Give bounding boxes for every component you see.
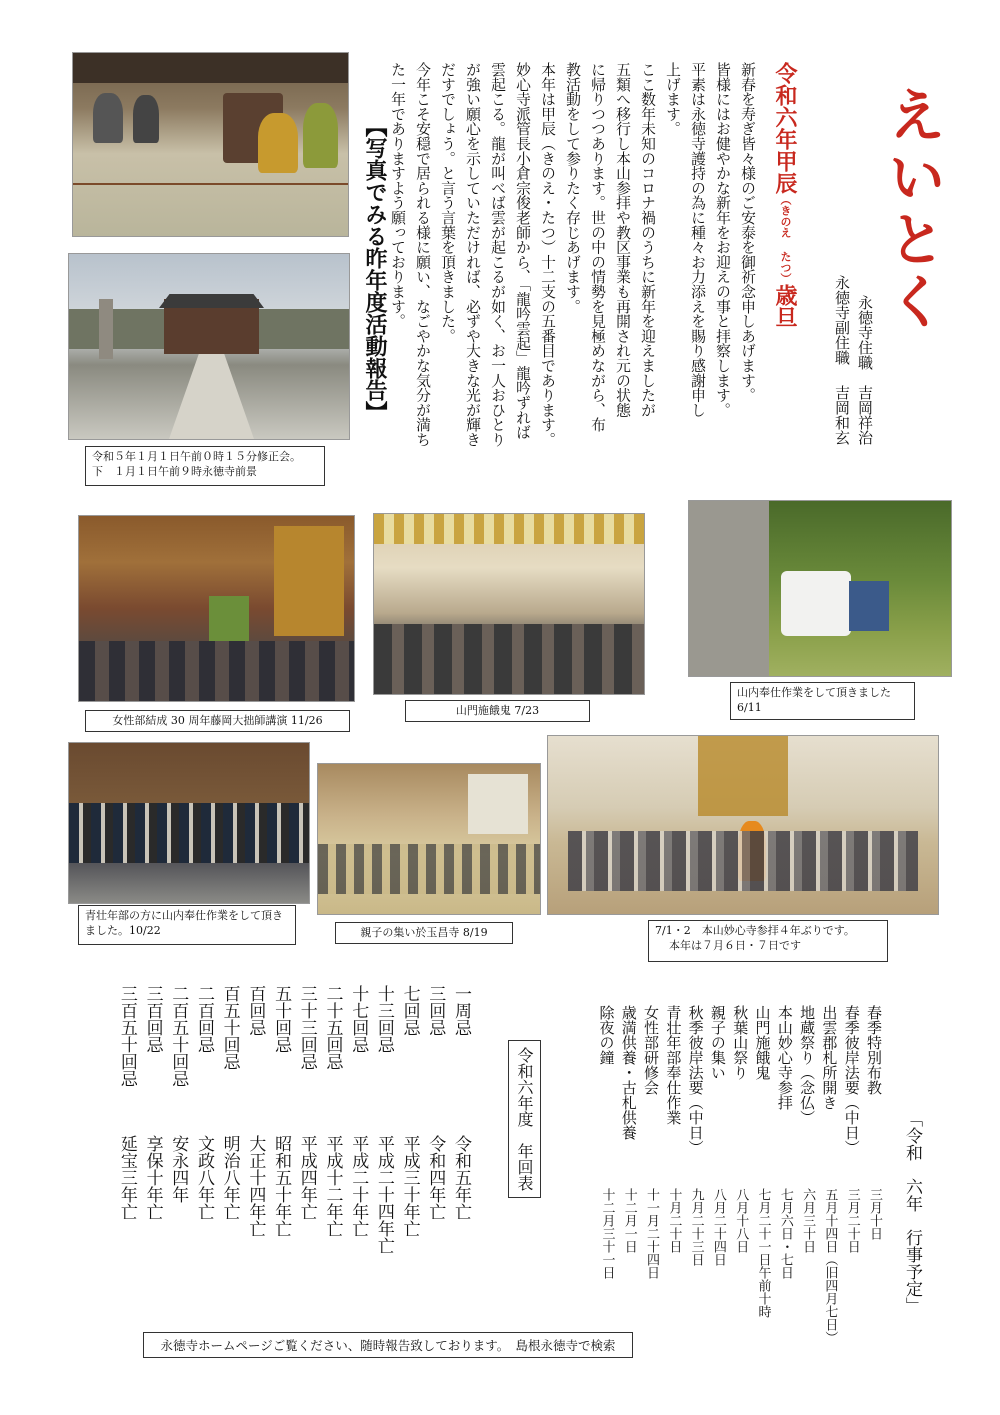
author-name-2: 吉岡和玄: [833, 385, 851, 445]
memorial-year-item: 令和四年亡: [425, 1135, 446, 1220]
heading-main-1: 令和六年甲辰: [772, 62, 798, 194]
new-year-heading: [770, 62, 801, 328]
schedule-event: 歳満供養・古札供養: [619, 1005, 638, 1140]
temple-front-photo: [68, 253, 350, 440]
heading-ruby: （きのえ たつ）: [779, 194, 792, 284]
greeting-line: に帰りつつあります。世の中の情勢を見極めながら、布: [589, 62, 606, 432]
memorial-year-item: 大正十四年亡: [245, 1135, 266, 1237]
greeting-line: 皆様にはお健やかな新年をお迎えの事と拝察します。: [714, 62, 731, 418]
schedule-event: 春季特別布教: [865, 1005, 883, 1095]
schedule-event: 出雲郡札所開き: [820, 1005, 839, 1110]
schedule-date: 十月二十日: [666, 1188, 682, 1253]
greeting-line: ここ数年未知のコロナ禍のうちに新年を迎えましたが: [639, 62, 656, 418]
schedule-dates: [595, 1188, 885, 1344]
memorial-kaiki-item: 二百五十回忌: [168, 985, 189, 1087]
schedule-date: 九月二十三日: [688, 1188, 704, 1266]
memorial-year-item: 明治八年亡: [219, 1135, 240, 1220]
schedule-date: 五月十四日（旧四月七日）: [822, 1188, 838, 1344]
schedule-title: 「令和 六年 行事予定」: [902, 1110, 922, 1314]
memorial-year-item: 平成二十年亡: [348, 1135, 369, 1237]
schedule-event: 秋季彼岸法要（中日）: [686, 1005, 705, 1155]
memorial-year-item: 昭和五十年亡: [271, 1135, 292, 1237]
family-gathering-photo: [317, 763, 541, 915]
honzan-caption: [648, 920, 888, 962]
memorial-kaiki-item: 三十三回忌: [296, 985, 317, 1070]
schedule-date: 七月二十一日午前十時: [755, 1188, 771, 1318]
memorial-kaiki-item: 十三回忌: [373, 985, 394, 1053]
greeting-line: た一年でありますよう願っております。: [389, 62, 406, 329]
memorial-year-item: 平成十二年亡: [322, 1135, 343, 1237]
honzan-photo: [547, 735, 939, 915]
greeting-line: だすでしょう。と言う言葉を頂きました。: [439, 62, 456, 344]
author-role-1: 永徳寺住職: [856, 295, 874, 370]
youth-work-photo: [68, 742, 310, 904]
schedule-events: [595, 1005, 885, 1155]
family-gathering-caption: 親子の集い於玉昌寺 8/19: [335, 922, 513, 944]
segaki-photo: [373, 513, 645, 695]
greeting-body: [389, 62, 760, 447]
author-name-1: 吉岡祥治: [856, 385, 874, 445]
greeting-line: が強い願心を示していただければ、必ずや大きな光が輝き: [464, 62, 481, 447]
memorial-title: 令和六年度 年回表: [508, 1040, 541, 1198]
greeting-line: 上げます。: [664, 62, 681, 136]
schedule-date: 八月十八日: [733, 1188, 749, 1253]
memorial-kaiki-item: 一周忌: [451, 985, 471, 1036]
mountain-work-photo: [688, 500, 952, 677]
greeting-line: 妙心寺派管長小倉宗俊老師から、「龍吟雲起」龍吟ずれば: [514, 62, 531, 440]
memorial-kaiki-item: 三百回忌: [142, 985, 163, 1053]
greeting-line: 五類へ移行し本山参拝や教区事業も再開され元の状態: [614, 62, 631, 418]
schedule-date: 七月六日・七日: [777, 1188, 793, 1279]
memorial-kaiki-item: 三百五十回忌: [116, 985, 137, 1087]
memorial-year-item: 令和五年亡: [451, 1135, 471, 1220]
memorial-year-item: 安永四年: [168, 1135, 189, 1203]
greeting-line: 新春を寿ぎ皆々様のご安泰を御祈念申しあげます。: [739, 62, 756, 403]
memorial-year-item: 平成三十年亡: [399, 1135, 420, 1237]
schedule-event: 地蔵祭り（念仏）: [798, 1005, 817, 1125]
memorial-year-item: 平成二十四年亡: [373, 1135, 394, 1254]
schedule-date: 三月十日: [867, 1188, 882, 1240]
schedule-event: 女性部研修会: [642, 1005, 661, 1095]
memorial-kaiki-item: 三回忌: [425, 985, 446, 1036]
memorial-year-item: 平成四年亡: [296, 1135, 317, 1220]
schedule-date: 十一月二十四日: [644, 1188, 660, 1279]
memorial-kaiki-item: 七回忌: [399, 985, 420, 1036]
youth-work-caption: 青壮年部の方に山内奉仕作業をして頂きました。10/22: [78, 905, 296, 945]
memorial-kaiki-item: 百五十回忌: [219, 985, 240, 1070]
schedule-event: 青壮年部奉仕作業: [664, 1005, 683, 1125]
schedule-event: 本山妙心寺参拝: [775, 1005, 794, 1110]
mountain-work-caption: 山内奉仕作業をして頂きました 6/11: [730, 682, 915, 720]
report-heading: 【写真でみる昨年度活動報告】: [362, 115, 388, 423]
footer-banner[interactable]: 永徳寺ホームページご覧ください、随時報告致しております。 島根永徳寺で検索: [143, 1332, 633, 1358]
top-caption-line-2: 下 １月１日午前９時永徳寺前景: [92, 465, 257, 478]
honzan-caption-line-2: 本年は７月６日・７日です: [669, 939, 801, 952]
schedule-event: 秋葉山祭り: [731, 1005, 750, 1080]
memorial-year-item: 享保十年亡: [142, 1135, 163, 1220]
schedule-date: 六月三十日: [800, 1188, 816, 1253]
top-caption-line-1: 令和５年１月１日午前０時１５分修正会。: [92, 450, 301, 463]
memorial-year-item: 文政八年亡: [193, 1135, 214, 1220]
schedule-event: 除夜の鐘: [597, 1005, 616, 1065]
greeting-line: 教活動をして参りたく存じあげます。: [564, 62, 581, 314]
schedule-date: 三月二十日: [844, 1188, 860, 1253]
memorial-kaiki-item: 百回忌: [245, 985, 266, 1036]
schedule-event: 親子の集い: [708, 1005, 727, 1080]
new-year-ceremony-photo: [72, 52, 349, 237]
newsletter-title: えいとく: [878, 85, 946, 333]
honzan-caption-line-1: 7/1・2 本山妙心寺参拝４年ぶりです。: [655, 924, 855, 937]
greeting-line: 今年こそ安穏で居られる様に願い、なごやかな気分が満ち: [414, 62, 431, 447]
memorial-kaiki: [113, 985, 473, 1087]
greeting-line: 雲起こる。龍が叫べば雲が起こるが如く、お一人おひとり: [489, 62, 506, 447]
schedule-date: 十二月一日: [621, 1188, 637, 1253]
author-role-2: 永徳寺副住職: [833, 275, 851, 365]
women-lecture-caption: 女性部結成 30 周年藤岡大拙師講演 11/26: [85, 710, 350, 732]
memorial-year-item: 延宝三年亡: [116, 1135, 137, 1220]
heading-main-2: 歳旦: [772, 284, 798, 328]
schedule-date: 八月二十四日: [710, 1188, 726, 1266]
memorial-kaiki-item: 二百回忌: [193, 985, 214, 1053]
schedule-event: 山門施餓鬼: [753, 1005, 772, 1080]
top-photos-caption: [85, 446, 325, 486]
schedule-event: 春季彼岸法要（中日）: [842, 1005, 861, 1155]
segaki-caption: 山門施餓鬼 7/23: [405, 700, 590, 722]
women-lecture-photo: [78, 515, 355, 702]
memorial-kaiki-item: 二十五回忌: [322, 985, 343, 1070]
greeting-line: 本年は甲辰（きのえ・たつ）十二支の五番目であります。: [539, 62, 556, 447]
memorial-kaiki-item: 十七回忌: [348, 985, 369, 1053]
memorial-years: [113, 1135, 473, 1254]
greeting-line: 平素は永徳寺護持の為に種々お力添えを賜り感謝申し: [689, 62, 706, 418]
memorial-kaiki-item: 五十回忌: [271, 985, 292, 1053]
schedule-date: 十二月三十一日: [599, 1188, 615, 1279]
